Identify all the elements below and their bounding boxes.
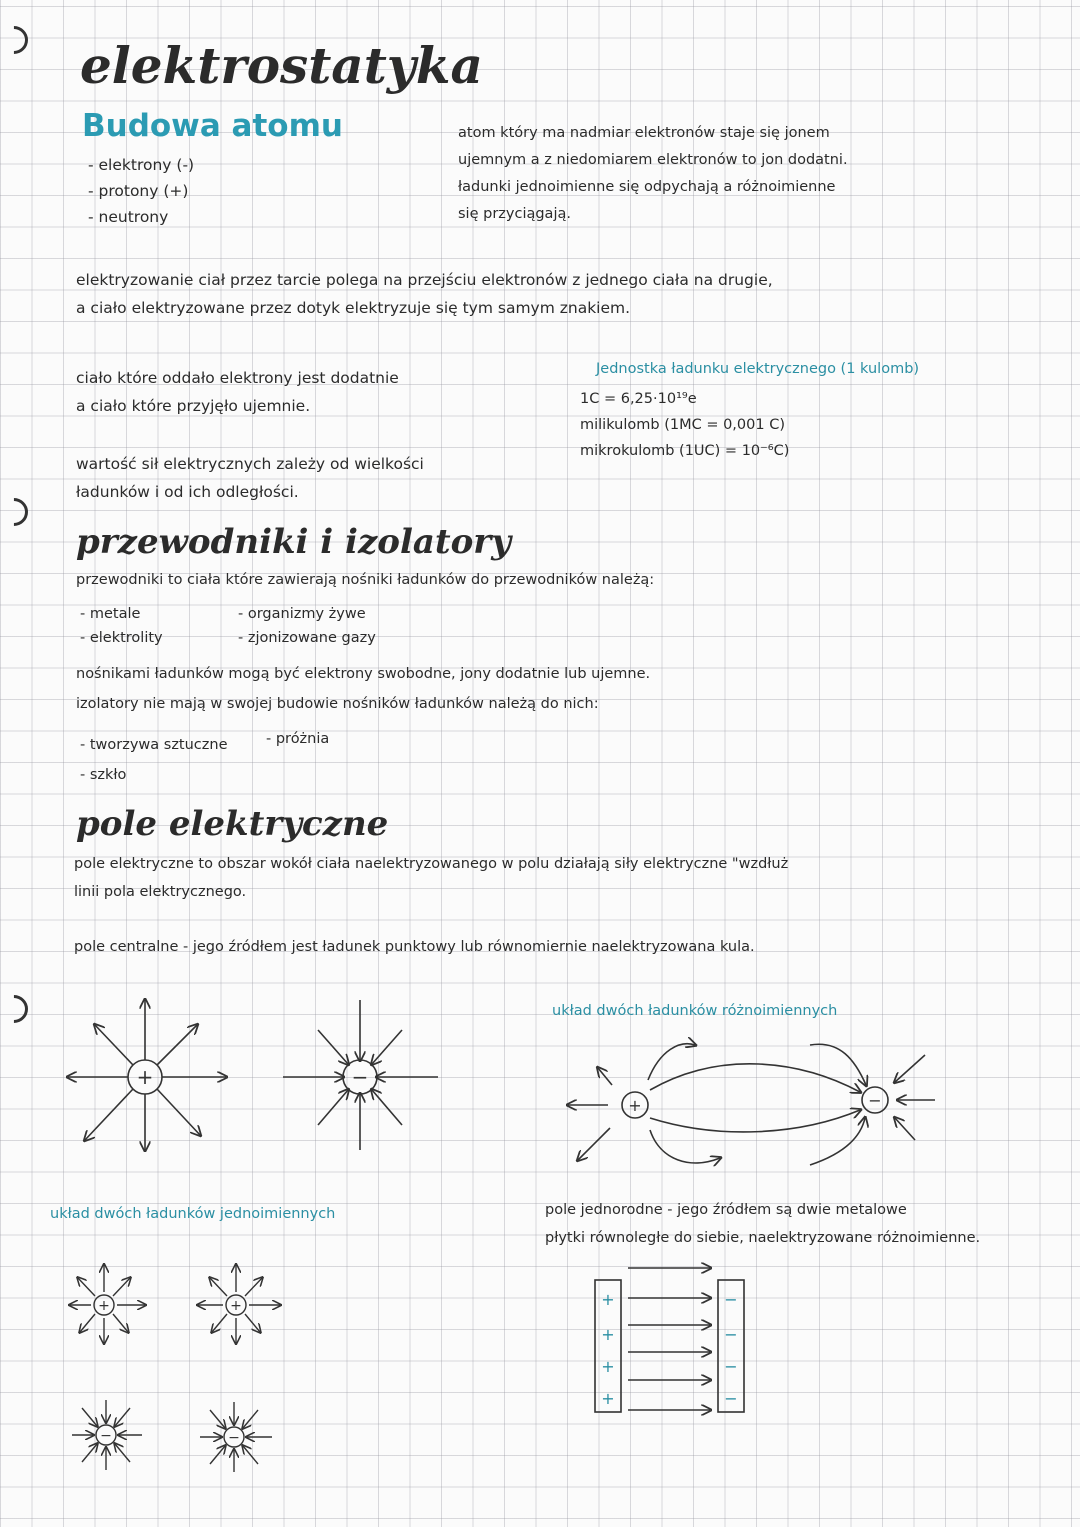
- insulators-text: izolatory nie mają w swojej budowie nośników ładunków należą do nich:: [76, 696, 599, 712]
- central-field-text: pole centralne - jego źródłem jest ładunek punktowy lub równomiernie naelektryzowana kula.: [74, 939, 755, 955]
- plate-minus-2: −: [724, 1325, 738, 1344]
- unit-line: milikulomb (1MC = 0,001 C): [580, 417, 785, 433]
- uniform-field-diagram: [595, 1268, 744, 1412]
- page-title: elektrostatyka: [80, 36, 483, 95]
- atom-item: - elektrony (-): [88, 156, 195, 174]
- conductor-item: - zjonizowane gazy: [238, 630, 376, 646]
- unit-line: 1C = 6,25·10¹⁹e: [580, 391, 697, 407]
- plate-plus-4: +: [601, 1389, 615, 1408]
- atom-note-line: się przyciągają.: [458, 206, 571, 222]
- same-minus-symbol-2: −: [228, 1430, 240, 1446]
- field-heading: pole elektryczne: [76, 804, 389, 844]
- field-def-line: pole elektryczne to obszar wokół ciała naelektryzowanego w polu działają siły elektryczne "wzdłuż: [74, 856, 789, 872]
- opposite-minus-symbol: −: [868, 1091, 882, 1110]
- plate-plus-2: +: [601, 1325, 615, 1344]
- plate-minus-4: −: [724, 1389, 738, 1408]
- force-line: ładunków i od ich odległości.: [76, 483, 299, 501]
- conductor-item: - organizmy żywe: [238, 606, 366, 622]
- uniform-line: pole jednorodne - jego źródłem są dwie metalowe: [545, 1202, 907, 1218]
- same-plus-symbol-2: +: [230, 1298, 242, 1314]
- friction-line: a ciało elektryzowane przez dotyk elektryzuje się tym samym znakiem.: [76, 299, 631, 317]
- plate-minus-1: −: [724, 1290, 738, 1309]
- same-charges-title: układ dwóch ładunków jednoimiennych: [50, 1206, 336, 1222]
- opposite-charges-title: układ dwóch ładunków różnoimiennych: [552, 1003, 838, 1019]
- force-line: wartość sił elektrycznych zależy od wielkości: [76, 455, 424, 473]
- insulator-item: - tworzywa sztuczne: [80, 737, 228, 753]
- insulator-item: - szkło: [80, 767, 127, 783]
- charge-line: ciało które oddało elektrony jest dodatnie: [76, 369, 399, 387]
- atom-note-line: atom który ma nadmiar elektronów staje się jonem: [458, 125, 830, 141]
- insulator-item: - próżnia: [266, 731, 330, 747]
- conductors-def-text: przewodniki to ciała które zawierają nośniki ładunków do przewodników należą:: [76, 572, 655, 588]
- unit-heading: Jednostka ładunku elektrycznego (1 kulomb): [596, 361, 920, 377]
- positive-plate-signs: [601, 1290, 614, 1408]
- atom-note-line: ujemnym a z niedomiarem elektronów to jon dodatni.: [458, 152, 848, 168]
- negative-charge-symbol: −: [351, 1065, 369, 1089]
- friction-line: elektryzowanie ciał przez tarcie polega na przejściu elektronów z jednego ciała na drugie,: [76, 271, 773, 289]
- positive-charge-symbol: +: [136, 1065, 154, 1089]
- carriers-text: nośnikami ładunków mogą być elektrony swobodne, jony dodatnie lub ujemne.: [76, 666, 651, 682]
- charge-line: a ciało które przyjęło ujemnie.: [76, 397, 311, 415]
- uniform-line: płytki równoległe do siebie, naelektryzowane różnoimienne.: [545, 1230, 981, 1246]
- same-plus-symbol-1: +: [98, 1298, 110, 1314]
- conductors-heading: przewodniki i izolatory: [76, 522, 511, 562]
- plate-minus-3: −: [724, 1357, 738, 1376]
- conductor-item: - elektrolity: [80, 630, 163, 646]
- atom-note-line: ładunki jednoimienne się odpychają a różnoimienne: [458, 179, 836, 195]
- plate-plus-3: +: [601, 1357, 615, 1376]
- atom-heading: Budowa atomu: [82, 108, 343, 144]
- field-def-line: linii pola elektrycznego.: [74, 884, 247, 900]
- opposite-plus-symbol: +: [628, 1096, 642, 1115]
- conductor-item: - metale: [80, 606, 141, 622]
- same-minus-symbol-1: −: [100, 1428, 112, 1444]
- atom-item: - neutrony: [88, 208, 169, 226]
- plate-plus-1: +: [601, 1290, 615, 1309]
- atom-item: - protony (+): [88, 182, 189, 200]
- unit-line: mikrokulomb (1UC) = 10⁻⁶C): [580, 443, 790, 459]
- negative-plate-signs: [724, 1290, 737, 1408]
